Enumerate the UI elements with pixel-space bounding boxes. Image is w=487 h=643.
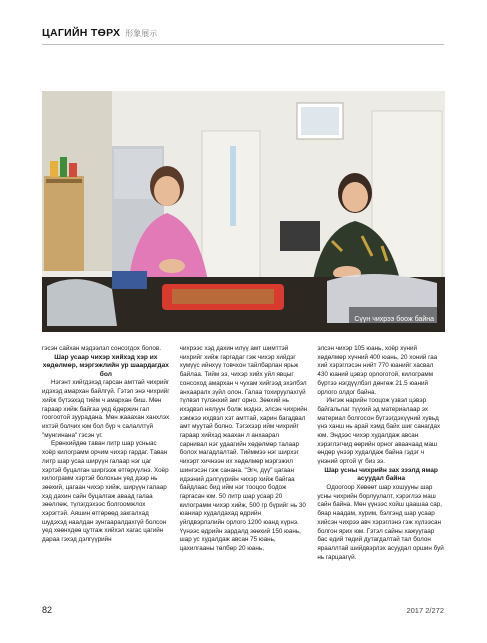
photo-caption: Сүүн чихрээ боож байна (354, 316, 434, 323)
paragraph: гэсэн сайхан мэдээлэл сонсогдох болов. (42, 345, 162, 352)
article-photo (42, 91, 445, 332)
article-body (42, 345, 445, 600)
page-number: 82 (42, 605, 53, 615)
photo-caption-box (349, 307, 439, 327)
paragraph: Ингэж нарийн тооцож үзвэл цэвэр байгальлаг түүхий эд материалаар эх материал болгосон бүтээгдэхүүний хувьд үнэ ханш нь арай хэмд байх шиг санагдах юм. Эндээс чихэр худалдаж авсан хэрэглэгчид өөрийн орног аваачаад маш өндөр үнээр худалдаж байна гэдэг ч үнэний ортой үг биз ээ. (317, 397, 441, 466)
paragraph: чихрээс хэд дахин илүү амт шимттэй чихрийг хийж гаргадаг гэж чихэр хийдэг хумүүс ийнхүү товчхон тайлбарлан ярьж байлаа. Тийм ээ, чихэр хийх уйл явцыг сонсоход амархан ч чухам хийгээд эхэлбэл анхааралх зүйл олон. Галаа тохируулахгүй түлвэл түлэнхий амт орно. Зөөхий нь ихэдвэл нялуун болж мэднэ, элсэн чихрийн хэмжээ ихдвэл хэт амттай, харин багадвал амт муутай болно. Тэгэхээр ийм чихрийг гараар хийхэд жаахан л анхаарал сарнивал нэг удаагийн хөдөлмөр талаар болох магадлалтай. Тийммээ нэг ширхэг чихэрт хичнээн их хөдөлмөр мэргэжил шингэсэн гэж санана. "Эгч, дүү" цагаан идээний дэлгүүрийн чихэр хийж байгаа байдлаас бид ийм нэг тооцоо бодож гаргасан юм. 50 литр шар усаар 20 килограмм чихэр хийж, 500 гр бүрийг нь 30 юаниар худалдахад өдрийн уйлдвэрлэлийн орлого 1200 юанд хүрнэ. Үүнээс өдрийн зардалд зөөхий 150 юань, шар ус худалдаж авсан 75 юань, цахилгааны төлбөр 20 юань, (179, 345, 308, 553)
photo-illustration (42, 91, 445, 332)
subheading: Шар усаар чихэр хийхэд хэр их хөдөлмөр, мэргэжлийн ур шаардагдах бол (42, 353, 169, 378)
page-header (42, 27, 157, 41)
column-3 (317, 345, 445, 600)
header-divider (42, 44, 444, 45)
section-title: 形象展示 (125, 29, 158, 38)
column-2 (180, 345, 308, 600)
column-1 (42, 345, 170, 600)
page-footer (42, 605, 444, 617)
paragraph: Ерөнхийдөө таван литр шар усныас хоёр килограмм орчим чихэр гардаг. Таван литр шар усаа ширүүн галаар нэг цаг хэртэй буцалган ширгээж өтгөрүүлнэ. Хоёр килограмм хэртэй болохын уед дээр нь зөөхий, цагаан чихэр хийж, ширүүн галаар хэд дахин сайн буцалгаж аваад галаа зөөллөж, түлэгдэхээс болгоомжлох хэрэгтэй. Аяшин өтгөрөөд закгалхад шудэхэд наалдан зунгааралдахгүй болсон уед хөөнхдөө цутгаж хийхэл хагас цагийн дараа гэхэд дэлгүүрийн (42, 440, 169, 544)
paragraph: Нэгэнт хийгдэхэд гарсан амттай чихрийг идэхэд амархан байлгүй. Гэтэл энэ чихрийг хийж бүтээхэд тийм ч амархан биш. Мөн гараар хийж байгаа уед ёдөржин гал гоогоотой зуурадана. Мөн жааахан ханхлэх ихтэй болчих юм бол бүр ч салаллтүй "мунгинана" гэсэн үг. (42, 379, 170, 439)
paragraph: Одоогоор Хөвөөт шар хошууны шар усны чихрийн борлуулалт, хэрэглээ маш сайн байна. Мөн үүнээс хойш цаашаа сар, бяар наадам, хурим, бэлгэнд шар усаар хийсэн чихрээ авч хэрэглэнэ гэж хүлээсан болгон ярих юм. Гэтэл сайны хажуугаар бас едий төдий дутагдалтай тал болон ярааллтай шийдвэрлэх асуудал оршин буй нь гарцаагүй. (317, 484, 444, 561)
subheading: Шар усны чихрийн зах зээлд ямар асуудал байна (324, 466, 438, 483)
magazine-title: ЦАГИЙН ТӨРХ (42, 27, 121, 39)
issue-number: 2017 2/272 (406, 606, 444, 615)
paragraph: элсэн чихэр 105 юань, хоёр хүний хөдөлмөр хүчний 400 юань, 20 хоний гаа хий хэрэглэсэн нийт 770 юанийг хасвал 430 юаний цэвэр орлоготой, килограмм бүртээ нэгдүүлбэл дөнгөж 21.5 юаний орлого олдог байна. (317, 345, 438, 396)
